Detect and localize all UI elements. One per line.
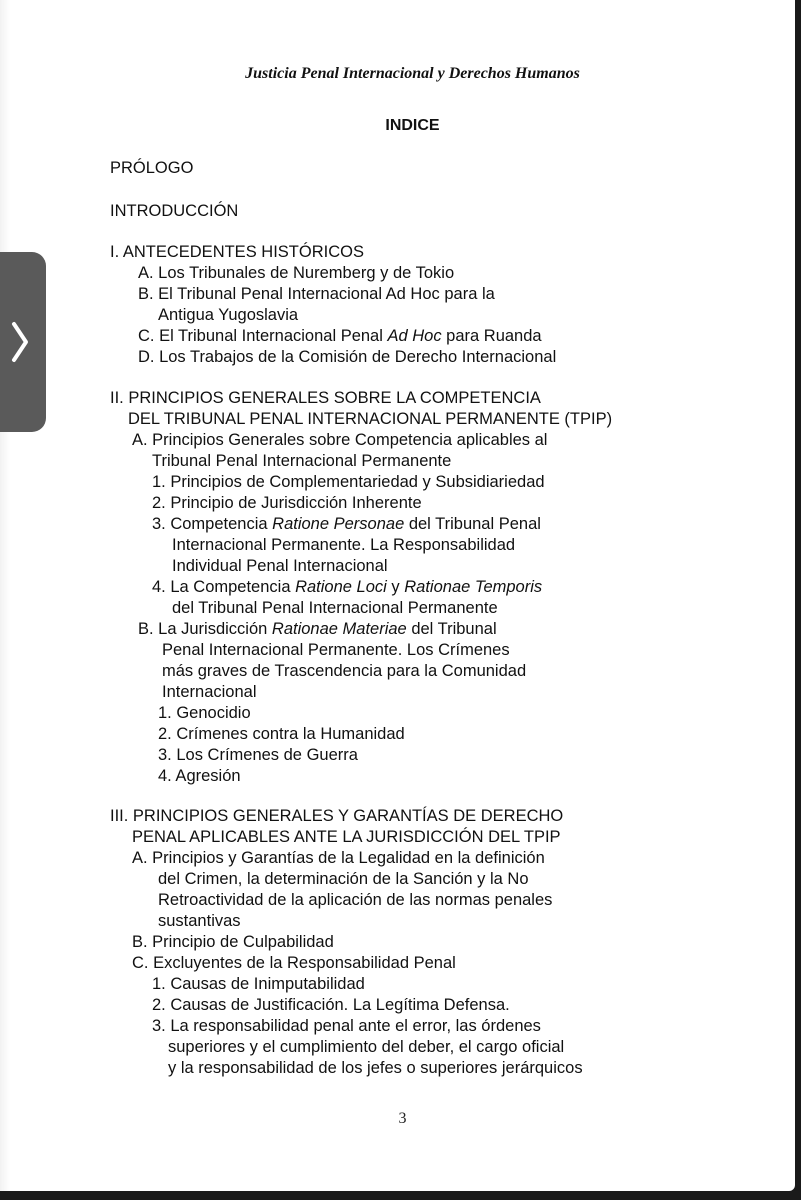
toc-entry bbox=[110, 388, 541, 409]
toc-entry-text: 3. Los Crímenes de Guerra bbox=[158, 746, 358, 764]
toc-entry-text: 1. Causas de Inimputabilidad bbox=[152, 975, 365, 993]
toc-entry-text: A. Principios Generales sobre Competencia aplicables al bbox=[132, 431, 548, 449]
toc-entry-text: 2. Principio de Jurisdicción Inherente bbox=[152, 494, 422, 512]
toc-entry-text: Internacional bbox=[162, 683, 257, 701]
toc-entry bbox=[152, 493, 422, 514]
toc-entry bbox=[132, 953, 456, 974]
toc-entry bbox=[158, 766, 241, 787]
toc-entry bbox=[138, 263, 454, 284]
toc-entry-text: Retroactividad de la aplicación de las normas penales bbox=[158, 891, 553, 909]
running-title: Justicia Penal Internacional y Derechos Humanos bbox=[245, 65, 580, 82]
toc-entry bbox=[132, 430, 547, 451]
toc-entry bbox=[158, 869, 529, 890]
toc-entry-text: del Tribunal Penal bbox=[404, 515, 541, 533]
toc-entry-text: Internacional Permanente. La Responsabilidad bbox=[172, 536, 516, 554]
toc-entry bbox=[110, 242, 364, 263]
toc-entry-text: D. Los Trabajos de la Comisión de Derecho Internacional bbox=[138, 348, 557, 366]
toc-entry-italic-text: Ratione Personae bbox=[272, 515, 405, 533]
toc-entry-text: del Tribunal Penal Internacional Permanente bbox=[172, 599, 498, 617]
toc-entry-text: 2. Crímenes contra la Humanidad bbox=[158, 725, 405, 743]
toc-entry bbox=[158, 703, 251, 724]
toc-entry bbox=[138, 284, 495, 305]
toc-entry bbox=[138, 347, 556, 368]
toc-entry-text: 1. Principios de Complementariedad y Subsidiariedad bbox=[152, 473, 545, 491]
toc-entry-text: y la responsabilidad de los jefes o superiores jerárquicos bbox=[168, 1059, 583, 1077]
page-edge-shadow bbox=[0, 0, 10, 1191]
toc-entry-text: más graves de Trascendencia para la Comunidad bbox=[162, 662, 527, 680]
toc-entry-text: 4. Agresión bbox=[158, 767, 241, 785]
toc-entry bbox=[132, 827, 561, 848]
toc-entry bbox=[152, 1016, 541, 1037]
toc-entry-text: B. La Jurisdicción bbox=[138, 620, 272, 638]
toc-entry-text: PRÓLOGO bbox=[110, 159, 194, 177]
toc-entry-text: PENAL APLICABLES ANTE LA JURISDICCIÓN DEL TPIP bbox=[132, 828, 561, 846]
toc-entry-text: DEL TRIBUNAL PENAL INTERNACIONAL PERMANENTE (TPIP) bbox=[128, 410, 613, 428]
toc-entry-italic-text: Ad Hoc bbox=[387, 327, 442, 345]
toc-entry-italic-text: Rationae Temporis bbox=[404, 578, 543, 596]
toc-title: INDICE bbox=[385, 117, 440, 134]
toc-entry bbox=[162, 640, 510, 661]
toc-entry-text: II. PRINCIPIOS GENERALES SOBRE LA COMPETENCIA bbox=[110, 389, 541, 407]
toc-entry bbox=[168, 1058, 583, 1079]
chevron-right-icon bbox=[10, 320, 30, 364]
toc-entry bbox=[152, 974, 365, 995]
toc-entry-text: B. Principio de Culpabilidad bbox=[132, 933, 334, 951]
toc-entry bbox=[110, 806, 563, 827]
toc-entry bbox=[152, 472, 545, 493]
toc-entry-text: A. Principios y Garantías de la Legalidad en la definición bbox=[132, 849, 545, 867]
toc-entry bbox=[162, 682, 256, 703]
toc-entry bbox=[152, 577, 542, 598]
toc-entry-text: Individual Penal Internacional bbox=[172, 557, 388, 575]
toc-entry-text: 1. Genocidio bbox=[158, 704, 251, 722]
toc-entry bbox=[162, 661, 526, 682]
toc-entry bbox=[132, 932, 334, 953]
toc-entry-text: INTRODUCCIÓN bbox=[110, 202, 239, 220]
toc-entry-text: III. PRINCIPIOS GENERALES Y GARANTÍAS DE DERECHO bbox=[110, 807, 564, 825]
toc-entry bbox=[158, 305, 298, 326]
toc-entry bbox=[158, 890, 552, 911]
toc-entry-text: para Ruanda bbox=[441, 327, 542, 345]
toc-entry-text: 3. Competencia bbox=[152, 515, 273, 533]
toc-entry bbox=[110, 158, 193, 179]
toc-entry bbox=[172, 535, 515, 556]
toc-entry bbox=[172, 598, 498, 619]
toc-entry bbox=[110, 201, 238, 222]
toc-entry-text: 3. La responsabilidad penal ante el error, las órdenes bbox=[152, 1017, 541, 1035]
toc-entry bbox=[132, 848, 545, 869]
toc-entry-italic-text: Rationae Materiae bbox=[271, 620, 407, 638]
toc-entry bbox=[172, 556, 388, 577]
toc-entry-text: A. Los Tribunales de Nuremberg y de Tokio bbox=[138, 264, 455, 282]
toc-entry-text: y bbox=[386, 578, 405, 596]
toc-entry bbox=[158, 724, 405, 745]
toc-entry-text: Antigua Yugoslavia bbox=[158, 306, 299, 324]
toc-entry-text: del Crimen, la determinación de la Sanción y la No bbox=[158, 870, 529, 888]
toc-entry-text: I. ANTECEDENTES HISTÓRICOS bbox=[110, 243, 364, 261]
toc-entry bbox=[168, 1037, 564, 1058]
toc-entry-text: Penal Internacional Permanente. Los Crímenes bbox=[162, 641, 510, 659]
toc-entry bbox=[138, 619, 497, 640]
toc-entry bbox=[152, 995, 510, 1016]
toc-entry-text: C. Excluyentes de la Responsabilidad Penal bbox=[132, 954, 456, 972]
toc-entry-text: 2. Causas de Justificación. La Legítima Defensa. bbox=[152, 996, 510, 1014]
toc-entry bbox=[158, 911, 241, 932]
next-page-tab[interactable] bbox=[0, 252, 46, 432]
toc-entry bbox=[158, 745, 358, 766]
toc-entry-text: sustantivas bbox=[158, 912, 241, 930]
toc-entry-text: 4. La Competencia bbox=[152, 578, 296, 596]
toc-entry bbox=[128, 409, 612, 430]
page-number: 3 bbox=[398, 1110, 407, 1127]
toc-entry-text: B. El Tribunal Penal Internacional Ad Hoc para la bbox=[138, 285, 495, 303]
toc-entry bbox=[152, 451, 451, 472]
toc-entry-text: C. El Tribunal Internacional Penal bbox=[138, 327, 388, 345]
toc-entry-text: Tribunal Penal Internacional Permanente bbox=[152, 452, 452, 470]
toc-entry-text: superiores y el cumplimiento del deber, el cargo oficial bbox=[168, 1038, 565, 1056]
toc-entry bbox=[152, 514, 541, 535]
toc-entry bbox=[138, 326, 542, 347]
toc-entry-text: del Tribunal bbox=[406, 620, 497, 638]
toc-entry-italic-text: Ratione Loci bbox=[295, 578, 387, 596]
